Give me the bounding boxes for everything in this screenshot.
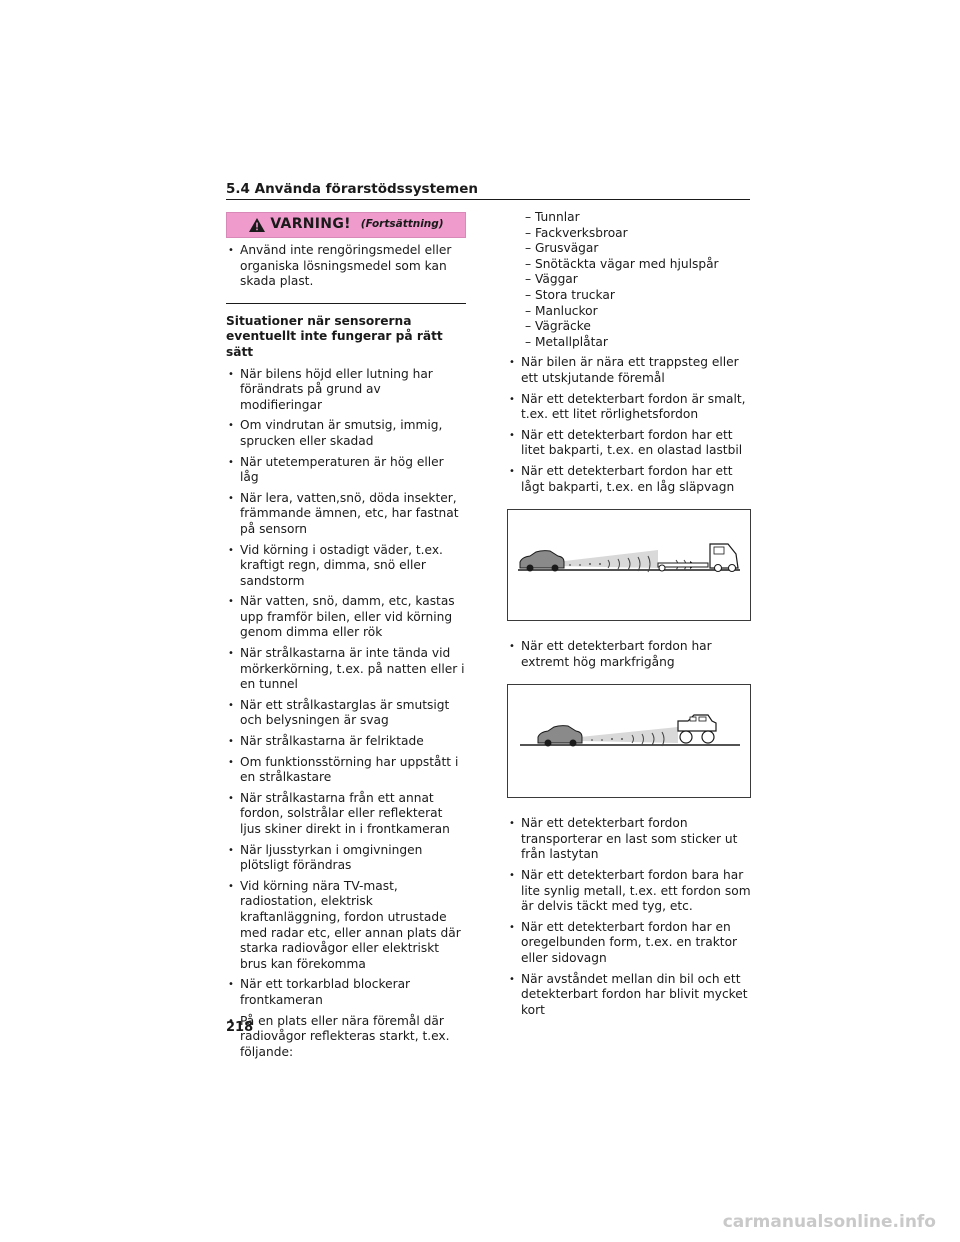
list-item: – Vägräcke <box>525 319 751 335</box>
page-number: 218 <box>226 1020 254 1035</box>
list-item: • När ett detekterbart fordon är smalt, t.ex. ett litet rörlighetsfordon <box>507 392 751 423</box>
list-item: • När bilens höjd eller lutning har förändrats på grund av modifieringar <box>226 367 466 414</box>
list-item: • När ett strålkastarglas är smutsigt och belysningen är svag <box>226 698 466 729</box>
warning-box <box>226 212 466 304</box>
warning-continuation: (Fortsättning) <box>360 218 444 231</box>
list-item: • När vatten, snö, damm, etc, kastas upp framför bilen, eller vid körning genom dimma eller rök <box>226 594 466 641</box>
list-item: • När ljusstyrkan i omgivningen plötsligt förändras <box>226 843 466 874</box>
list-item: • Vid körning nära TV-mast, radiostation, elektrisk kraftanläggning, fordon utrustade med radar etc, eller annan plats där starka radiovågor eller elektriskt brus kan förekomma <box>226 879 466 973</box>
list-item: – Metallplåtar <box>525 335 751 351</box>
watermark: carmanualsonline.info <box>722 1212 936 1232</box>
list-item: • När ett detekterbart fordon har extremt hög markfrigång <box>507 639 751 670</box>
warning-triangle-icon <box>248 217 266 233</box>
low-trailer-illustration <box>507 509 751 621</box>
list-item: – Grusvägar <box>525 241 751 257</box>
list-item: • Vid körning i ostadigt väder, t.ex. kraftigt regn, dimma, snö eller sandstorm <box>226 543 466 590</box>
list-item: • När bilen är nära ett trappsteg eller ett utskjutande föremål <box>507 355 751 386</box>
list-item: • När strålkastarna är inte tända vid mörkerkörning, t.ex. på natten eller i en tunnel <box>226 646 466 693</box>
list-item: • När ett detekterbart fordon transporterar en last som sticker ut från lastytan <box>507 816 751 863</box>
reflective-objects-list <box>507 210 751 350</box>
list-item: – Manluckor <box>525 304 751 320</box>
list-item: • När ett detekterbart fordon har ett litet bakparti, t.ex. en olastad lastbil <box>507 428 751 459</box>
list-item: – Väggar <box>525 272 751 288</box>
list-item: • När ett detekterbart fordon bara har lite synlig metall, t.ex. ett fordon som är delvis täckt med tyg, etc. <box>507 868 751 915</box>
list-item: – Stora truckar <box>525 288 751 304</box>
left-column <box>226 212 466 1065</box>
section-header <box>226 178 750 200</box>
list-item: • När utetemperaturen är hög eller låg <box>226 455 466 486</box>
list-item: • När strålkastarna från ett annat fordon, solstrålar eller reflekterat ljus skiner direkt in i frontkameran <box>226 791 466 838</box>
list-item: • Om vindrutan är smutsig, immig, sprucken eller skadad <box>226 418 466 449</box>
list-item: • På en plats eller nära föremål där radiovågor reflekteras starkt, t.ex. följande: <box>226 1014 466 1061</box>
list-item: – Tunnlar <box>525 210 751 226</box>
section-title: 5.4 Använda förarstödssystemen <box>226 181 479 197</box>
low-trailer-diagram <box>508 510 750 620</box>
warning-title: VARNING! <box>270 216 351 233</box>
list-item: • När strålkastarna är felriktade <box>226 734 466 750</box>
list-item: • När ett torkarblad blockerar frontkameran <box>226 977 466 1008</box>
list-item: • När ett detekterbart fordon har en oregelbunden form, t.ex. en traktor eller sidovagn <box>507 920 751 967</box>
list-item: • När avståndet mellan din bil och ett detekterbart fordon har blivit mycket kort <box>507 972 751 1019</box>
high-clearance-illustration <box>507 684 751 798</box>
warning-list <box>226 243 466 290</box>
warning-banner <box>226 212 466 238</box>
list-item: • När ett detekterbart fordon har ett lågt bakparti, t.ex. en låg släpvagn <box>507 464 751 495</box>
right-column <box>507 210 751 1023</box>
list-item: – Snötäckta vägar med hjulspår <box>525 257 751 273</box>
list-item: • Använd inte rengöringsmedel eller organiska lösningsmedel som kan skada plast. <box>226 243 466 290</box>
list-item: – Fackverksbroar <box>525 226 751 242</box>
situations-list <box>226 367 466 1061</box>
conditions-list-a <box>507 355 751 495</box>
situations-heading: Situationer när sensorerna eventuellt inte fungerar på rätt sätt <box>226 313 443 359</box>
high-clearance-diagram <box>508 685 750 797</box>
conditions-list-b <box>507 639 751 670</box>
list-item: • När lera, vatten,snö, döda insekter, främmande ämnen, etc, har fastnat på sensorn <box>226 491 466 538</box>
conditions-list-c <box>507 816 751 1018</box>
list-item: • Om funktionsstörning har uppstått i en strålkastare <box>226 755 466 786</box>
